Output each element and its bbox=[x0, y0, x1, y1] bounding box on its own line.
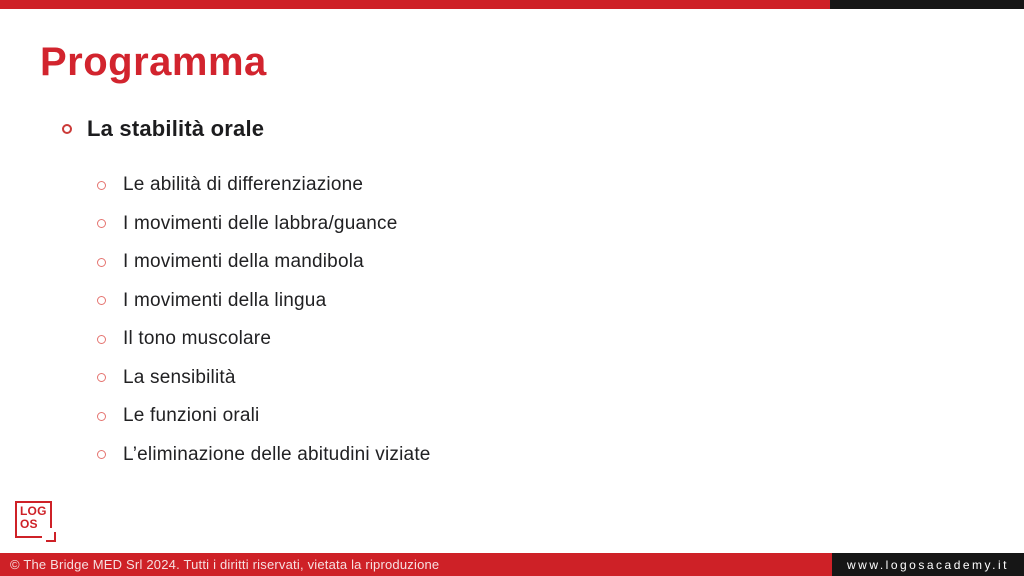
list-item bbox=[97, 166, 431, 205]
page-title: Programma bbox=[40, 40, 267, 84]
bullet-ring-icon bbox=[97, 412, 106, 421]
footer-website: www.logosacademy.it bbox=[832, 553, 1024, 576]
main-bullet-item bbox=[62, 116, 264, 142]
logos-logo-line1: LOG bbox=[20, 504, 47, 518]
bullet-ring-icon bbox=[97, 373, 106, 382]
main-bullet-label: La stabilità orale bbox=[87, 116, 265, 141]
list-item bbox=[97, 282, 431, 321]
top-accent-bar bbox=[0, 0, 1024, 9]
bullet-ring-icon bbox=[62, 124, 72, 134]
footer-copyright: © The Bridge MED Srl 2024. Tutti i diritti riservati, vietata la riproduzione bbox=[0, 553, 832, 576]
list-item-label: Le abilità di differenziazione bbox=[123, 174, 364, 196]
list-item-label: Il tono muscolare bbox=[123, 328, 272, 350]
list-item bbox=[97, 436, 431, 475]
list-item bbox=[97, 205, 431, 244]
list-item-label: I movimenti della lingua bbox=[123, 289, 327, 311]
list-item-label: I movimenti della mandibola bbox=[123, 251, 364, 273]
list-item bbox=[97, 359, 431, 398]
list-item-label: Le funzioni orali bbox=[123, 405, 260, 427]
bullet-ring-icon bbox=[97, 219, 106, 228]
bullet-ring-icon bbox=[97, 181, 106, 190]
bullet-ring-icon bbox=[97, 296, 106, 305]
list-item bbox=[97, 320, 431, 359]
list-item bbox=[97, 243, 431, 282]
top-accent-bar-black bbox=[830, 0, 1024, 9]
list-item-label: La sensibilità bbox=[123, 366, 236, 388]
bullet-ring-icon bbox=[97, 450, 106, 459]
logos-logo-line2: OS bbox=[20, 517, 38, 531]
top-accent-bar-red bbox=[0, 0, 830, 9]
logos-logo-corner bbox=[46, 532, 56, 542]
footer-bar bbox=[0, 553, 1024, 576]
sub-bullet-list bbox=[97, 166, 431, 474]
bullet-ring-icon bbox=[97, 335, 106, 344]
list-item bbox=[97, 397, 431, 436]
list-item-label: I movimenti delle labbra/guance bbox=[123, 212, 398, 234]
logos-logo bbox=[15, 501, 61, 547]
list-item-label: L’eliminazione delle abitudini viziate bbox=[123, 443, 431, 465]
bullet-ring-icon bbox=[97, 258, 106, 267]
